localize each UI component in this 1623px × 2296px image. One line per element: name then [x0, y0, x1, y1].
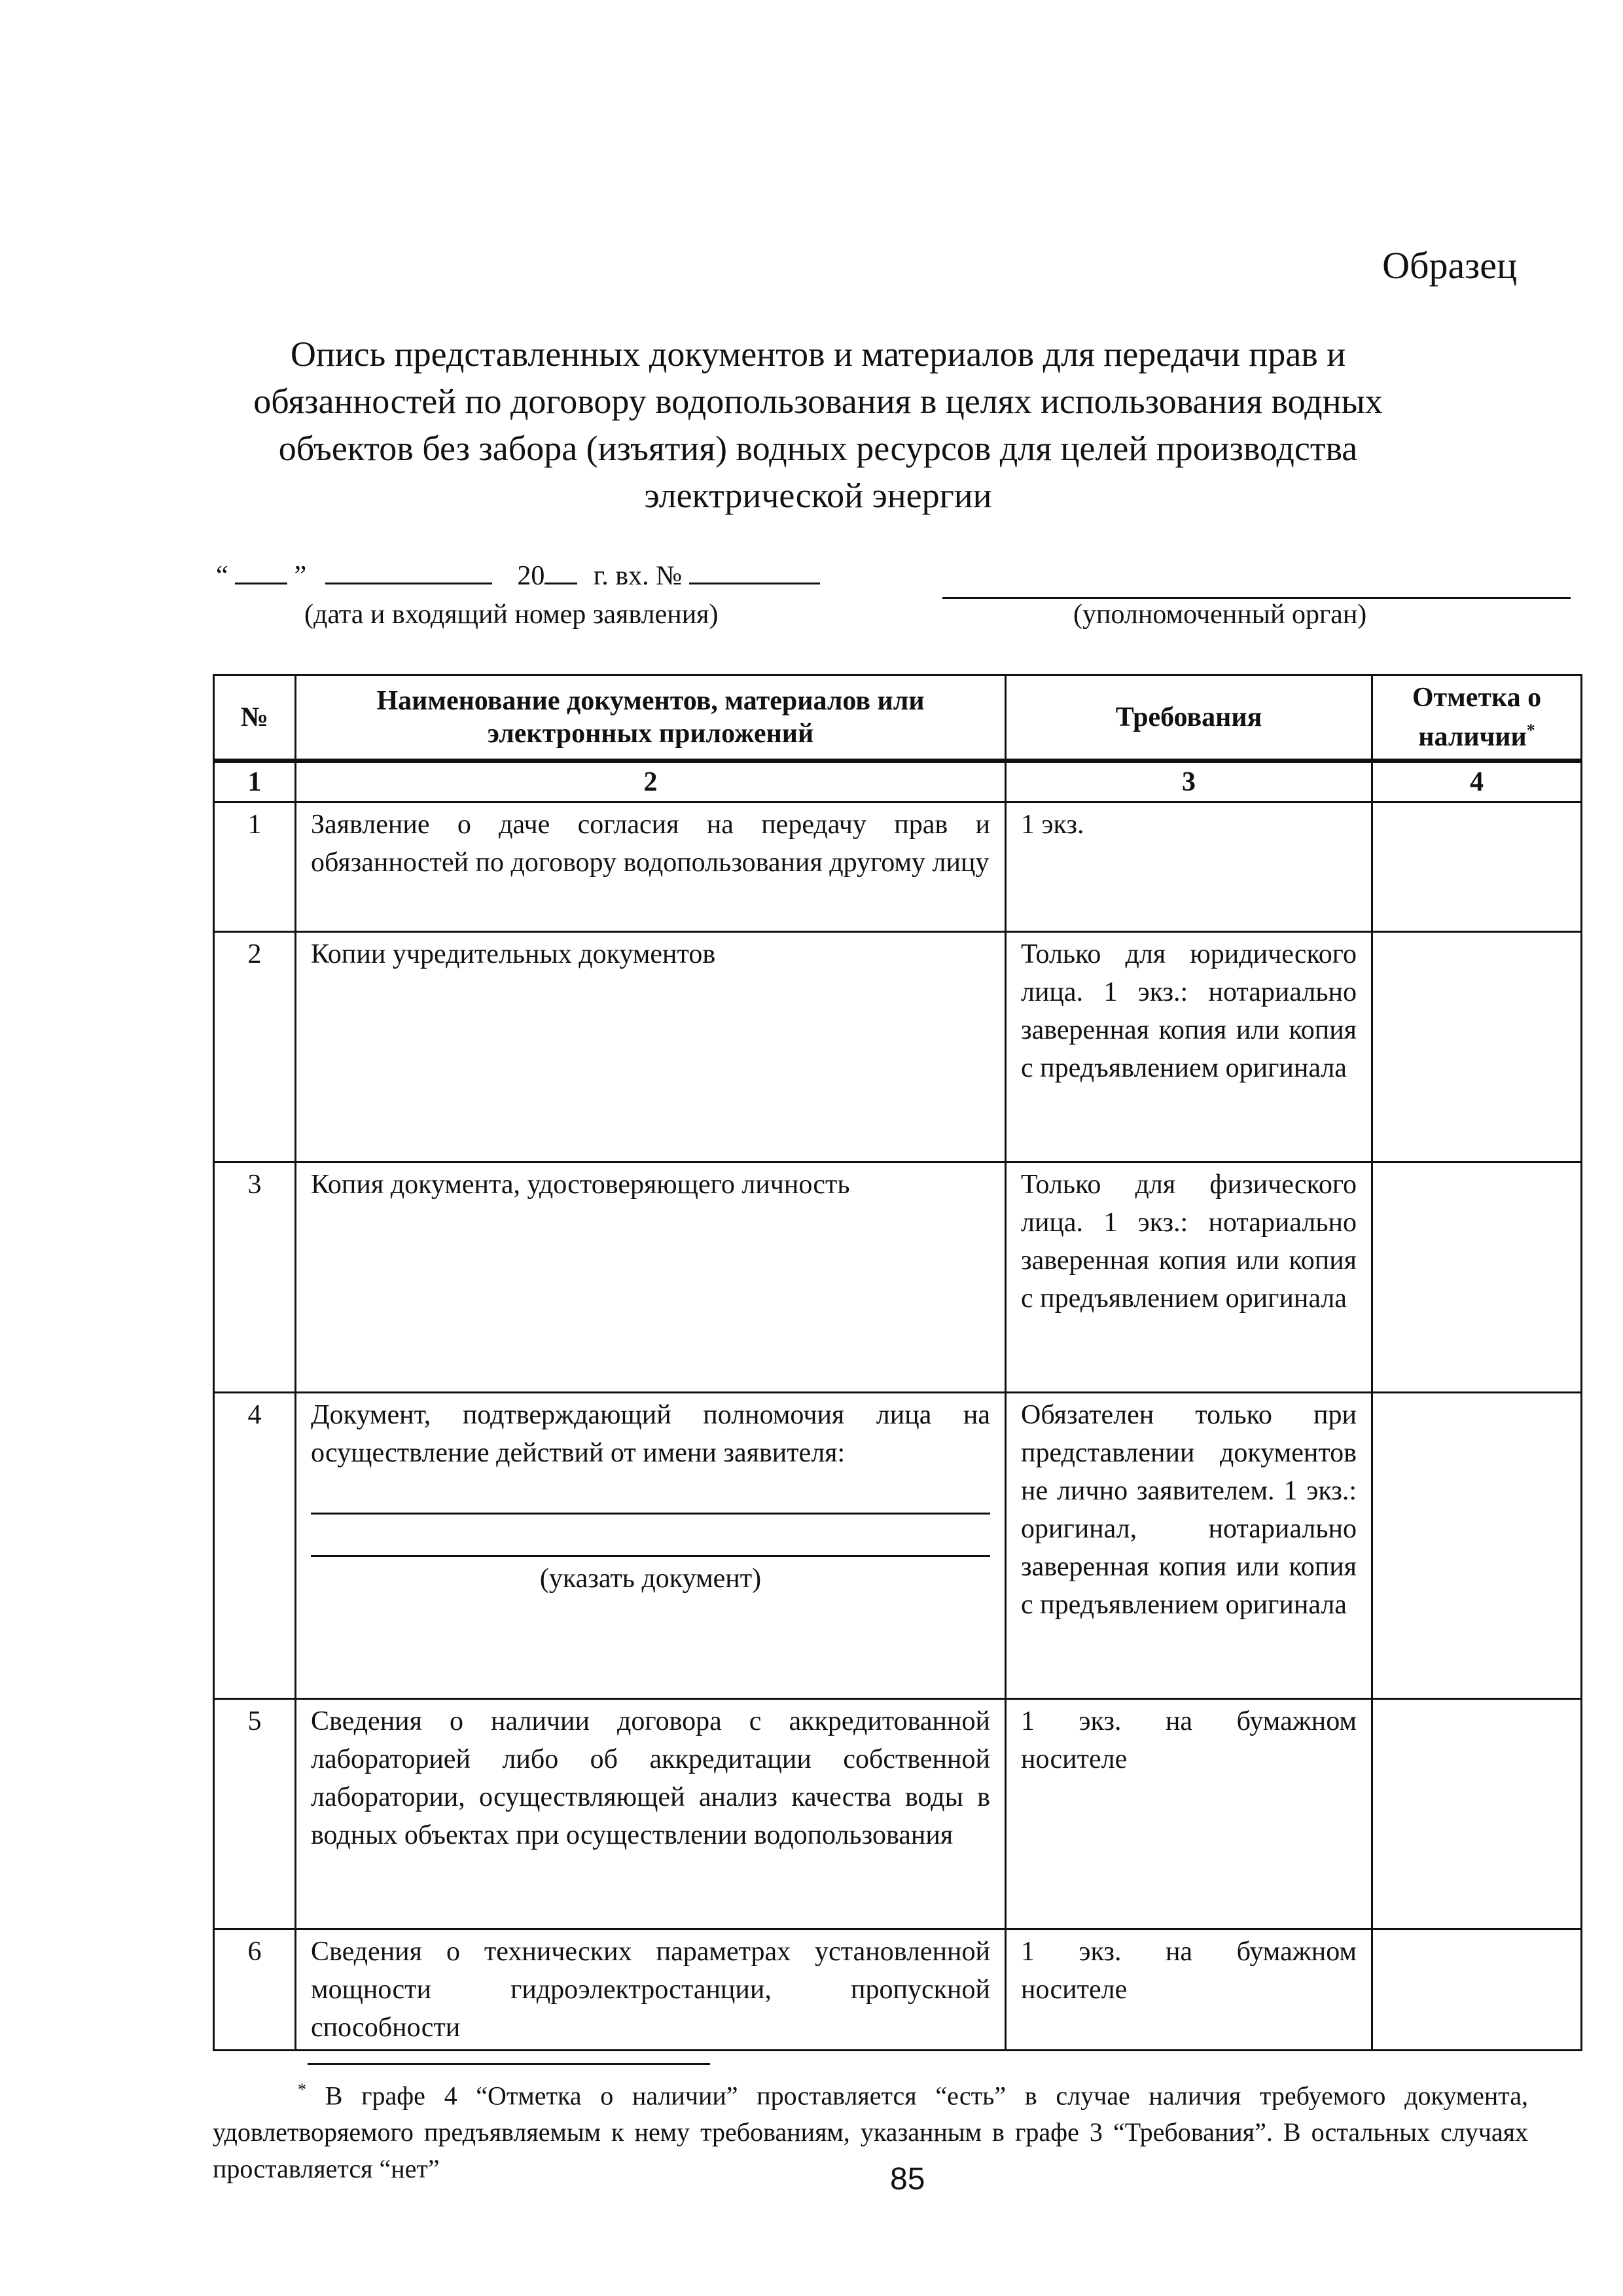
column-number: 1 [214, 761, 296, 802]
page-number: 85 [890, 2162, 925, 2197]
document-blank-line [311, 1520, 990, 1557]
document-caption: (указать документ) [539, 1564, 762, 1594]
row-name: Сведения о наличии договора с аккредитованной лабораторией либо об аккредитации собственной лаборатории, осуществляющей анализ качества воды в водных объектах при осуществлении водопользования [296, 1699, 1006, 1929]
table-row [214, 1699, 1582, 1929]
row-name-cell [296, 1393, 1006, 1699]
document-blank-line [311, 1477, 990, 1515]
row-requirements: Только для физического лица. 1 экз.: нотариально заверенная копия или копия с предъявлением оригинала [1006, 1162, 1372, 1393]
documents-table [213, 674, 1582, 2051]
column-number: 4 [1372, 761, 1582, 802]
row-name: Копии учредительных документов [296, 932, 1006, 1162]
date-number-line [216, 556, 820, 592]
incoming-number-blank [689, 556, 820, 584]
table-row [214, 932, 1582, 1162]
row-num: 1 [214, 802, 296, 932]
year-blank [544, 556, 577, 584]
header-mark-label: Отметка о наличии [1412, 683, 1542, 752]
open-quote: “ [216, 561, 228, 591]
table-header-row [214, 675, 1582, 761]
column-number: 2 [296, 761, 1006, 802]
row-num: 2 [214, 932, 296, 1162]
incoming-number-label: г. вх. № [593, 561, 683, 591]
row-name: Копия документа, удостоверяющего личность [296, 1162, 1006, 1393]
row-mark [1372, 1699, 1582, 1929]
footnote-text: В графе 4 “Отметка о наличии” проставляется “есть” в случае наличия требуемого документа, удовлетворяемого предъявляемым к нему требованиям, указанным в графе 3 “Требования”. В остальных случаях проставляется “нет” [213, 2081, 1528, 2184]
header-mark [1372, 675, 1582, 761]
close-quote: ” [294, 561, 307, 591]
header-num: № [214, 675, 296, 761]
row-requirements: 1 экз. на бумажном носителе [1006, 1699, 1372, 1929]
column-number: 3 [1006, 761, 1372, 802]
footnote-rule [308, 2063, 710, 2065]
sample-label: Образец [1382, 244, 1517, 287]
row-num: 4 [214, 1393, 296, 1699]
date-caption: (дата и входящий номер заявления) [304, 600, 719, 630]
column-number-row [214, 761, 1582, 802]
document-title: Опись представленных документов и материалов для передачи прав и обязанностей по договору водопользования в целях использования водных объектов без забора (изъятия) водных ресурсов для целей производства электрической энергии [253, 334, 1383, 515]
table-row [214, 1929, 1582, 2051]
row-name: Заявление о даче согласия на передачу прав и обязанностей по договору водопользования другому лицу [296, 802, 1006, 932]
row-num: 6 [214, 1929, 296, 2051]
row-mark [1372, 802, 1582, 932]
row-num: 5 [214, 1699, 296, 1929]
header-name: Наименование документов, материалов или электронных приложений [296, 675, 1006, 761]
row-requirements: Обязателен только при представлении документов не лично заявителем. 1 экз.: оригинал, нотариально заверенная копия или копия с предъявлением оригинала [1006, 1393, 1372, 1699]
row-requirements: 1 экз. на бумажном носителе [1006, 1929, 1372, 2051]
row-name: Сведения о технических параметрах установленной мощности гидроэлектростанции, пропускной способности [296, 1929, 1006, 2051]
footnote [213, 2072, 1528, 2187]
header-mark-asterisk: * [1526, 721, 1535, 740]
row-mark [1372, 932, 1582, 1162]
table-row [214, 802, 1582, 932]
row-mark [1372, 1162, 1582, 1393]
row-requirements: 1 экз. [1006, 802, 1372, 932]
row-name: Документ, подтверждающий полномочия лица на осуществление действий от имени заявителя: [311, 1400, 990, 1468]
row-mark [1372, 1929, 1582, 2051]
year-prefix: 20 [517, 561, 545, 591]
day-blank [235, 556, 287, 584]
table-row [214, 1393, 1582, 1699]
row-requirements: Только для юридического лица. 1 экз.: нотариально заверенная копия или копия с предъявлением оригинала [1006, 932, 1372, 1162]
row-num: 3 [214, 1162, 296, 1393]
authority-caption: (уполномоченный орган) [1073, 600, 1367, 630]
month-blank [325, 556, 492, 584]
footnote-marker: * [298, 2080, 306, 2099]
row-mark [1372, 1393, 1582, 1699]
table-row [214, 1162, 1582, 1393]
header-requirements: Требования [1006, 675, 1372, 761]
